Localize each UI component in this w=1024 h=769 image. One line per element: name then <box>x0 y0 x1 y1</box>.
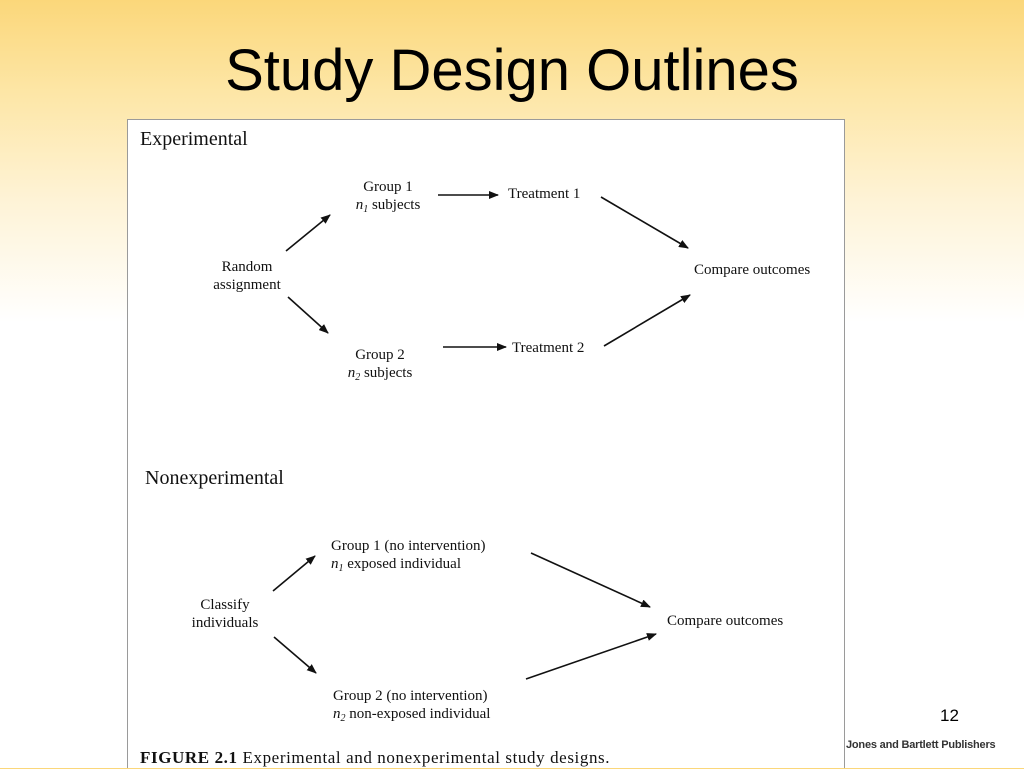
publisher-logo-text: Jones and Bartlett Publishers <box>846 739 996 751</box>
caption-label: FIGURE 2.1 <box>140 748 238 767</box>
arrow-classify-to-group1 <box>273 556 315 591</box>
slide-title: Study Design Outlines <box>225 38 799 103</box>
random-assignment-label: Random assignment <box>213 259 281 293</box>
page-number: 12 <box>940 706 959 725</box>
exp-group2-label: Group 2 $n_2$ subjects <box>347 347 413 383</box>
figure-panel <box>127 119 845 768</box>
arrow-ne-group2-to-compare <box>526 634 656 679</box>
arrow-treatment1-to-compare <box>601 197 688 248</box>
heading-experimental: Experimental <box>140 128 248 150</box>
ne-group2-label: Group 2 (no intervention) $n_2$ non-exposed individual <box>333 688 491 724</box>
arrow-treatment2-to-compare <box>604 295 690 346</box>
arrow-random-to-group2 <box>288 297 328 333</box>
treatment1-label: Treatment 1 <box>508 186 581 202</box>
arrow-classify-to-group2 <box>274 637 316 673</box>
ne-group1-label: Group 1 (no intervention) $n_1$ exposed individual <box>331 538 486 574</box>
diagram-arrows <box>128 120 846 769</box>
exp-group1-label: Group 1 $n_1$ subjects <box>355 179 421 215</box>
ne-compare-outcomes-label: Compare outcomes <box>667 613 784 629</box>
heading-nonexperimental: Nonexperimental <box>145 467 284 489</box>
classify-individuals-label: Classify individuals <box>191 597 259 631</box>
arrow-ne-group1-to-compare <box>531 553 650 607</box>
treatment2-label: Treatment 2 <box>512 340 585 356</box>
figure-caption <box>140 748 610 768</box>
arrow-random-to-group1 <box>286 215 330 251</box>
exp-compare-outcomes-label: Compare outcomes <box>694 262 811 278</box>
caption-text: Experimental and nonexperimental study designs. <box>242 748 611 767</box>
